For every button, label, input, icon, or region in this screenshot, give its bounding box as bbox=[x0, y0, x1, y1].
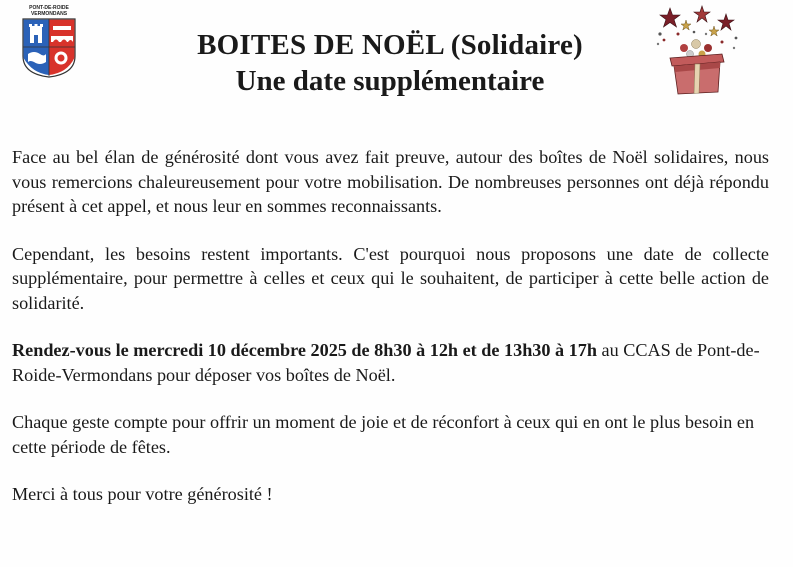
letter-body bbox=[12, 145, 769, 530]
paragraph-appointment bbox=[12, 338, 769, 387]
crest-label-line2: VERMONDANS bbox=[30, 10, 68, 17]
appointment-date-time: Rendez-vous le mercredi 10 décembre 2025 de 8h30 à 12h et de 13h30 à 17h bbox=[12, 340, 597, 360]
appointment-location: au CCAS de Pont-de-Roide-Vermondans pour déposer vos boîtes de Noël. bbox=[12, 340, 760, 385]
paragraph-closing: Merci à tous pour votre générosité ! bbox=[12, 484, 273, 504]
page-subtitle: Une date supplémentaire bbox=[235, 65, 545, 97]
town-crest bbox=[18, 6, 80, 78]
crest-label bbox=[18, 6, 80, 17]
town-crest-icon bbox=[22, 18, 76, 78]
header bbox=[100, 28, 680, 99]
paragraph-gesture: Chaque geste compte pour offrir un moment de joie et de réconfort à ceux qui en ont le plus besoin en cette période de fêtes. bbox=[12, 412, 755, 457]
paragraph-thanks: Face au bel élan de générosité dont vous avez fait preuve, autour des boîtes de Noël solidaires, nous vous remercions chaleureusement pour votre mobilisation. De nombreuses personnes ont déjà répondu présent à cet appel, et nous leur en sommes reconnaissants. bbox=[12, 147, 769, 216]
page-title: BOITES DE NOËL (Solidaire) bbox=[197, 29, 583, 61]
crest-label-line1: PONT-DE-ROIDE bbox=[29, 5, 69, 11]
paragraph-needs: Cependant, les besoins restent importants. C'est pourquoi nous proposons une date de collecte supplémentaire, pour permettre à celles et ceux qui le souhaitent, de participer à cette belle action de solidarité. bbox=[12, 243, 769, 313]
